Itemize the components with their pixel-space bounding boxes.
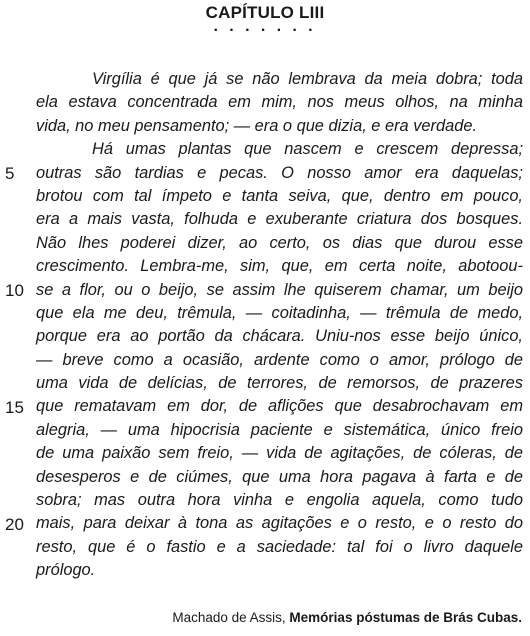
chapter-text [36,68,523,583]
text-line-16: alegria, — uma hipocrisia paciente e sistemática, único freio [36,420,523,439]
text-line-1: Virgília é que já se não lembrava da meia dobra; toda [92,70,523,88]
ellipsis-marker: · · · · · · · [213,22,317,39]
text-line-2: ela estava concentrada em mim, nos meus olhos, na minha [36,93,523,112]
text-line-13: — breve como a ocasião, ardente como o amor, prólogo de [36,350,523,369]
text-line-7: era a mais vasta, folhuda e exuberante criatura dos bosques. [36,210,523,229]
source-citation [172,610,522,625]
text-line-10: se a flor, ou o beijo, se assim lhe quiserem chamar, um beijo [36,280,523,299]
text-line-11: que ela me deu, trêmula, — coitadinha, — trêmula de medo, [36,303,523,322]
text-line-22: prólogo. [36,561,96,580]
text-line-12: porque era ao portão da chácara. Uniu-nos esse beijo único, [36,327,523,346]
text-line-19: sobra; mas outra hora vinha e engolia aquela, como tudo [36,491,523,510]
text-line-17: de uma paixão sem freio, — vida de agitações, de cóleras, de [36,444,523,463]
text-line-18: desesperos e de ciúmes, que uma hora pagava à farta e de [36,467,523,486]
line-number-15: 15 [5,397,24,417]
line-number-5: 5 [5,163,15,183]
text-line-8: Não lhes poderei dizer, ao certo, os dias que durou esse [36,233,523,252]
text-line-15: que rematavam em dor, de aflições que desabrochavam em [36,397,523,416]
chapter-title: CAPÍTULO LIII [205,3,325,22]
source-book-title: Memórias póstumas de Brás Cubas. [289,610,522,625]
line-number-10: 10 [5,280,24,300]
source-author: Machado de Assis, [172,610,286,625]
line-number-20: 20 [5,514,24,534]
text-line-6: brotou com tal ímpeto e tanta seiva, que, dentro em pouco, [36,186,523,205]
text-line-20: mais, para deixar à tona as agitações e o resto, e o resto do [36,514,523,533]
text-line-9: crescimento. Lembra-me, sim, que, em certa noite, abotoou- [36,257,523,276]
text-line-4: Há umas plantas que nascem e crescem depressa; [92,140,523,159]
text-line-3: vida, no meu pensamento; — era o que dizia, e era verdade. [36,116,477,135]
text-line-21: resto, que é o fastio e a saciedade: tal foi o livro daquele [36,537,523,556]
text-line-5: outras são tardias e pecas. O nosso amor era daquelas; [36,163,523,182]
text-line-14: uma vida de delícias, de terrores, de remorsos, de prazeres [36,374,523,393]
